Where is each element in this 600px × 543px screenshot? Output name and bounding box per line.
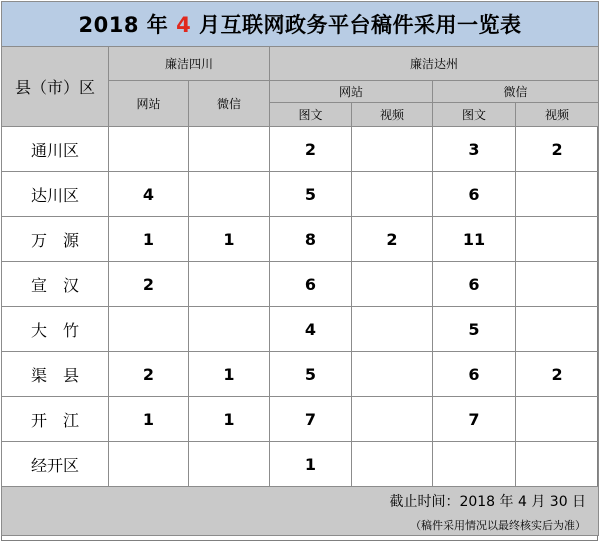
value-cell: [109, 307, 189, 352]
value-cell: 6: [270, 262, 352, 307]
value-cell: [189, 172, 270, 217]
county-name: 经开区: [2, 442, 109, 487]
table-row: [2, 397, 599, 442]
value-cell: 1: [109, 397, 189, 442]
value-cell: 4: [270, 307, 352, 352]
value-cell: 7: [433, 397, 516, 442]
header-county: 县（市）区: [2, 47, 109, 127]
header-dazhou-web-text: 图文: [270, 103, 352, 127]
county-name: 大 竹: [2, 307, 109, 352]
table-row: [2, 442, 599, 487]
county-name: 渠 县: [2, 352, 109, 397]
value-cell: [516, 217, 599, 262]
value-cell: [516, 172, 599, 217]
value-cell: 1: [189, 397, 270, 442]
title-prefix: 2018 年: [78, 13, 177, 37]
value-cell: [352, 127, 433, 172]
table-row: [2, 217, 599, 262]
county-name: 开 江: [2, 397, 109, 442]
header-dazhou-website: 网站: [270, 81, 433, 103]
adoption-table: [1, 1, 599, 536]
header-group-lianjie-sichuan: 廉洁四川: [109, 47, 270, 81]
value-cell: [189, 442, 270, 487]
header-dazhou-wx-video: 视频: [516, 103, 599, 127]
footer-note: （稿件采用情况以最终核实后为准）: [410, 519, 587, 532]
table-row: [2, 172, 599, 217]
value-cell: 1: [189, 352, 270, 397]
value-cell: 2: [516, 352, 599, 397]
value-cell: [516, 307, 599, 352]
value-cell: 2: [109, 352, 189, 397]
value-cell: 6: [433, 352, 516, 397]
value-cell: [352, 172, 433, 217]
table-title: [2, 2, 599, 47]
value-cell: 11: [433, 217, 516, 262]
value-cell: [516, 262, 599, 307]
value-cell: [352, 442, 433, 487]
value-cell: 5: [270, 172, 352, 217]
value-cell: 8: [270, 217, 352, 262]
header-dazhou-web-video: 视频: [352, 103, 433, 127]
value-cell: 5: [433, 307, 516, 352]
table-row: [2, 262, 599, 307]
county-name: 宣 汉: [2, 262, 109, 307]
header-group-lianjie-dazhou: 廉洁达州: [270, 47, 599, 81]
header-dazhou-wx-text: 图文: [433, 103, 516, 127]
value-cell: [516, 442, 599, 487]
value-cell: [189, 127, 270, 172]
value-cell: [352, 307, 433, 352]
value-cell: 3: [433, 127, 516, 172]
deadline-text: 截止时间：2018 年 4 月 30 日: [389, 494, 587, 510]
value-cell: 2: [516, 127, 599, 172]
value-cell: 7: [270, 397, 352, 442]
county-name: 万 源: [2, 217, 109, 262]
value-cell: 2: [109, 262, 189, 307]
header-dazhou-wechat: 微信: [433, 81, 599, 103]
value-cell: 1: [189, 217, 270, 262]
table-row: [2, 352, 599, 397]
table-row: [2, 307, 599, 352]
value-cell: [109, 127, 189, 172]
value-cell: [109, 442, 189, 487]
title-month-highlight: 4: [176, 13, 192, 37]
value-cell: 5: [270, 352, 352, 397]
value-cell: 1: [109, 217, 189, 262]
table-footer: [2, 487, 599, 536]
value-cell: [189, 262, 270, 307]
value-cell: 2: [352, 217, 433, 262]
value-cell: [352, 262, 433, 307]
value-cell: 6: [433, 172, 516, 217]
header-sichuan-wechat: 微信: [189, 81, 270, 127]
value-cell: [189, 307, 270, 352]
value-cell: 1: [270, 442, 352, 487]
county-name: 达川区: [2, 172, 109, 217]
value-cell: 4: [109, 172, 189, 217]
value-cell: [352, 352, 433, 397]
value-cell: 2: [270, 127, 352, 172]
header-sichuan-website: 网站: [109, 81, 189, 127]
value-cell: 6: [433, 262, 516, 307]
value-cell: [352, 397, 433, 442]
value-cell: [516, 397, 599, 442]
title-suffix: 月互联网政务平台稿件采用一览表: [191, 13, 522, 37]
value-cell: [433, 442, 516, 487]
table-row: [2, 127, 599, 172]
county-name: 通川区: [2, 127, 109, 172]
